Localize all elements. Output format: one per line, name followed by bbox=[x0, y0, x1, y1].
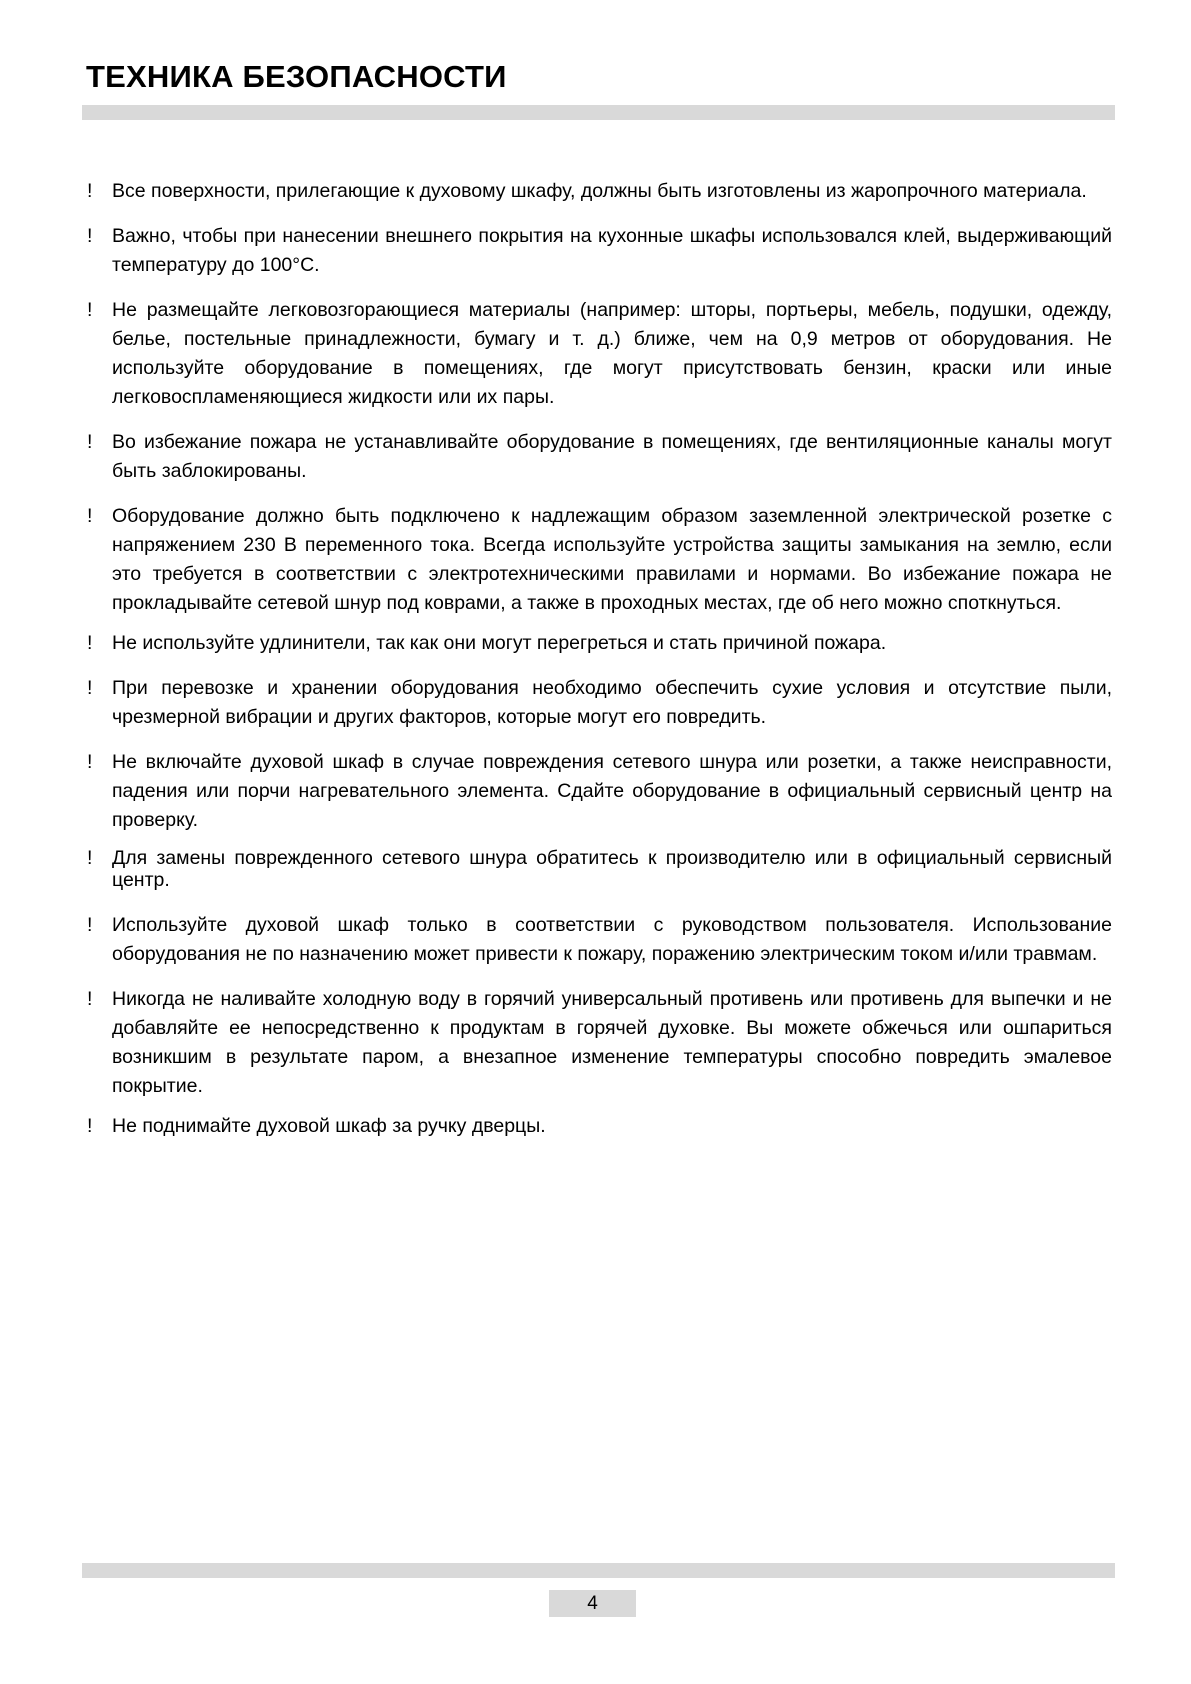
item-text: Не размещайте легковозгорающиеся материалы (например: шторы, портьеры, мебель, подушки, одежду, белье, постельные принадлежности, бумагу и т. д.) ближе, чем на 0,9 метров от оборудования. Не используйте оборудование в помещениях, где могут присутствовать бензин, краски или иные легковоспламеняющиеся жидкости или их пары. bbox=[112, 299, 1112, 408]
list-item bbox=[82, 1112, 1112, 1141]
list-item bbox=[82, 222, 1112, 280]
list-item bbox=[82, 428, 1112, 486]
item-text: Не включайте духовой шкаф в случае повреждения сетевого шнура или розетки, а также неисправности, падения или порчи нагревательного элемента. Сдайте оборудование в официальный сервисный центр на проверку. bbox=[112, 751, 1112, 831]
list-item bbox=[82, 674, 1112, 732]
warning-mark: ! bbox=[87, 914, 93, 936]
list-item bbox=[82, 502, 1112, 618]
list-item bbox=[82, 847, 1112, 891]
page-title: ТЕХНИКА БЕЗОПАСНОСТИ bbox=[86, 59, 507, 94]
item-text: Для замены поврежденного сетевого шнура обратитесь к производителю или в официальный сервисный центр. bbox=[112, 847, 1112, 891]
list-item bbox=[82, 629, 1112, 658]
safety-list bbox=[82, 180, 1112, 1141]
warning-mark: ! bbox=[87, 225, 93, 247]
list-item bbox=[82, 748, 1112, 835]
list-item bbox=[82, 985, 1112, 1101]
warning-mark: ! bbox=[87, 677, 93, 699]
warning-mark: ! bbox=[87, 751, 93, 773]
warning-mark: ! bbox=[87, 299, 93, 321]
page-number: 4 bbox=[549, 1590, 636, 1617]
item-text: Все поверхности, прилегающие к духовому шкафу, должны быть изготовлены из жаропрочного материала. bbox=[112, 180, 1087, 202]
list-item bbox=[82, 911, 1112, 969]
item-text: Не поднимайте духовой шкаф за ручку дверцы. bbox=[112, 1115, 546, 1137]
warning-mark: ! bbox=[87, 632, 93, 654]
list-item bbox=[82, 296, 1112, 412]
footer-rule bbox=[82, 1563, 1115, 1578]
item-text: Оборудование должно быть подключено к надлежащим образом заземленной электрической розетке с напряжением 230 В переменного тока. Всегда используйте устройства защиты замыкания на землю, если это требуется в соответствии с электротехническими правилами и нормами. Во избежание пожара не прокладывайте сетевой шнур под коврами, а также в проходных местах, где об него можно споткнуться. bbox=[112, 505, 1112, 614]
warning-mark: ! bbox=[87, 431, 93, 453]
header-rule bbox=[82, 105, 1115, 120]
item-text: Никогда не наливайте холодную воду в горячий универсальный противень или противень для выпечки и не добавляйте ее непосредственно к продуктам в горячей духовке. Вы можете обжечься или ошпариться возникшим в результате паром, а внезапное изменение температуры способно повредить эмалевое покрытие. bbox=[112, 988, 1112, 1097]
item-text: Не используйте удлинители, так как они могут перегреться и стать причиной пожара. bbox=[112, 632, 887, 654]
item-text: Важно, чтобы при нанесении внешнего покрытия на кухонные шкафы использовался клей, выдерживающий температуру до 100°С. bbox=[112, 225, 1112, 276]
warning-mark: ! bbox=[87, 988, 93, 1010]
warning-mark: ! bbox=[87, 505, 93, 527]
list-item bbox=[82, 180, 1112, 202]
warning-mark: ! bbox=[87, 847, 93, 869]
item-text: Используйте духовой шкаф только в соответствии с руководством пользователя. Использование оборудования не по назначению может привести к пожару, поражению электрическим током и/или травмам. bbox=[112, 914, 1112, 965]
warning-mark: ! bbox=[87, 180, 93, 202]
warning-mark: ! bbox=[87, 1115, 93, 1137]
item-text: Во избежание пожара не устанавливайте оборудование в помещениях, где вентиляционные каналы могут быть заблокированы. bbox=[112, 431, 1112, 482]
item-text: При перевозке и хранении оборудования необходимо обеспечить сухие условия и отсутствие пыли, чрезмерной вибрации и других факторов, которые могут его повредить. bbox=[112, 677, 1112, 728]
